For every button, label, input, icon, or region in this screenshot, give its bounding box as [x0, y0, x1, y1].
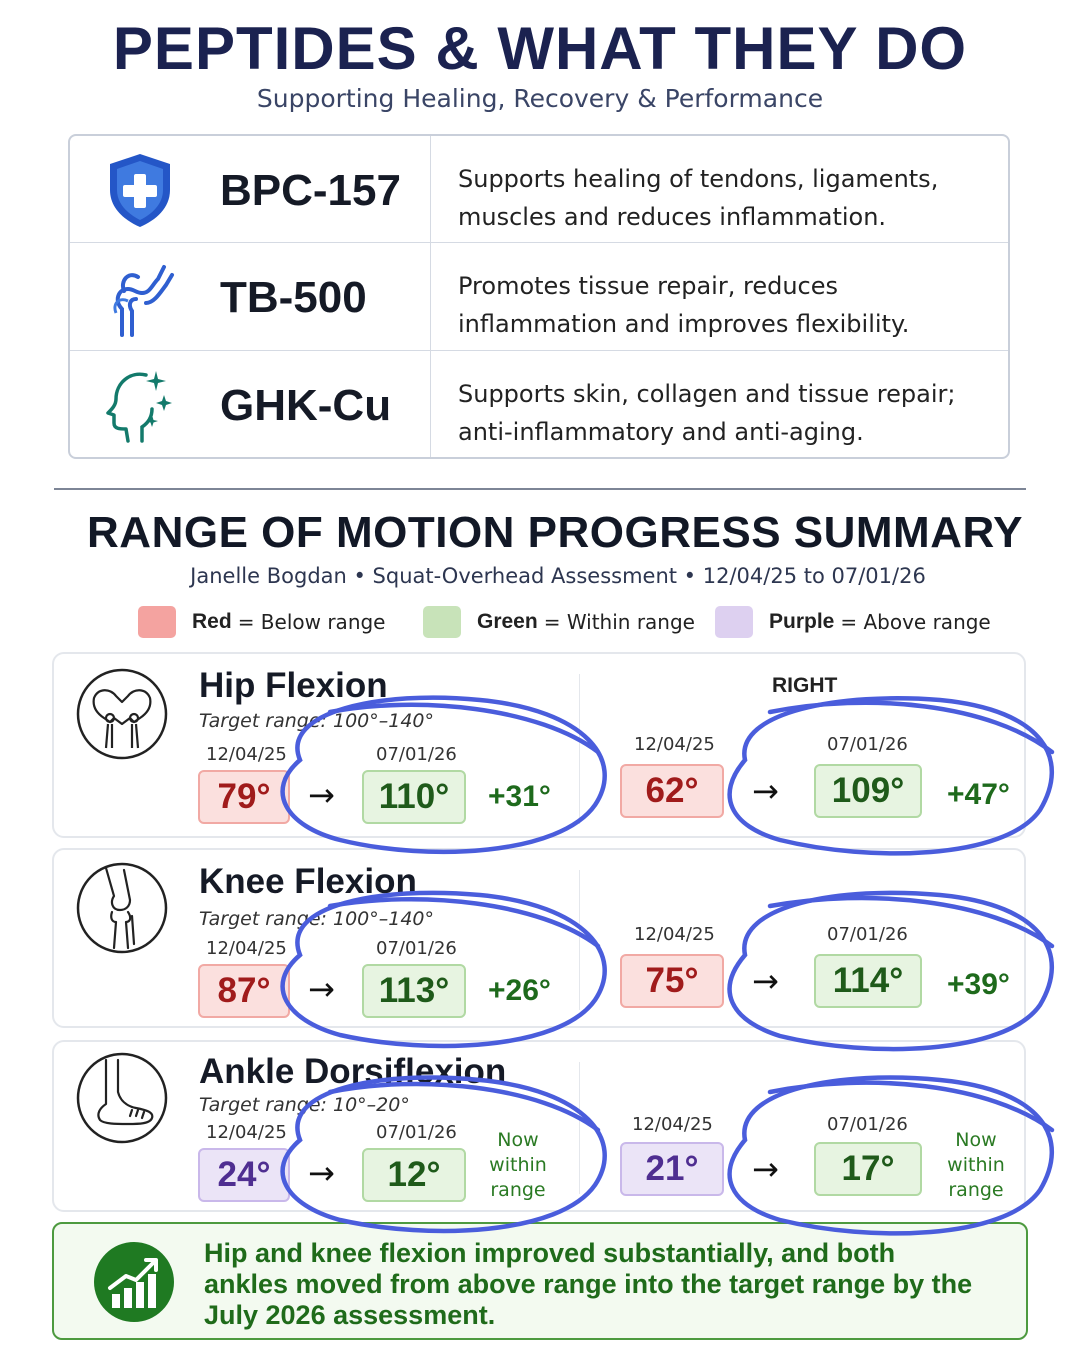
after-date: 07/01/26	[376, 744, 457, 765]
arrow-icon: →	[752, 962, 779, 1000]
right-after-value: 17°	[814, 1142, 922, 1196]
arrow-icon: →	[308, 970, 335, 1008]
peptide-name: GHK-Cu	[220, 381, 392, 430]
legend-swatch-purple	[715, 606, 753, 638]
measure-title: Knee Flexion	[199, 862, 417, 901]
peptide-description: Supports skin, collagen and tissue repair; anti-inflammatory and anti-aging.	[458, 380, 956, 446]
left-change: +31°	[488, 780, 551, 813]
right-change: Now within range	[947, 1129, 1005, 1201]
legend-text: = Within range	[543, 610, 695, 634]
left-change: +26°	[488, 974, 551, 1007]
left-after-value: 12°	[362, 1148, 466, 1202]
before-date: 12/04/25	[206, 938, 287, 959]
joint-icon	[102, 257, 178, 337]
right-change: +39°	[947, 968, 1010, 1001]
side-divider	[579, 1062, 580, 1194]
right-change: +47°	[947, 778, 1010, 811]
section-divider	[54, 488, 1026, 490]
right-before-value: 62°	[620, 764, 724, 818]
target-range: Target range: 10°–20°	[199, 1094, 410, 1116]
measure-title: Hip Flexion	[199, 666, 388, 705]
peptide-row-tb500	[70, 242, 1008, 348]
rom-subtitle: Janelle Bogdan • Squat-Overhead Assessment • 12/04/25 to 07/01/26	[190, 564, 926, 588]
face-sparkle-icon	[102, 365, 178, 445]
peptide-description: Promotes tissue repair, reduces inflammation and improves flexibility.	[458, 272, 910, 338]
legend-text: = Below range	[237, 610, 386, 634]
shield-cross-icon	[102, 150, 178, 230]
legend-swatch-green	[423, 606, 461, 638]
arrow-icon: →	[308, 1154, 335, 1192]
side-divider	[579, 674, 580, 824]
right-after-value: 114°	[814, 954, 922, 1008]
left-after-value: 113°	[362, 964, 466, 1018]
measure-card-knee	[52, 848, 1026, 1028]
legend-swatch-red	[138, 606, 176, 638]
peptide-row-ghkcu	[70, 350, 1008, 456]
after-date: 07/01/26	[376, 938, 457, 959]
before-date: 12/04/25	[632, 1114, 713, 1135]
right-before-value: 21°	[620, 1142, 724, 1196]
legend-label: Purple	[769, 610, 835, 633]
summary-text: Hip and knee flexion improved substantially, and both ankles moved from above range into the target range by the July 2026 assessment.	[204, 1238, 973, 1330]
legend-label: Green	[477, 610, 538, 633]
page-title: PEPTIDES & WHAT THEY DO	[112, 15, 968, 82]
arrow-icon: →	[752, 772, 779, 810]
peptide-name: TB-500	[220, 273, 367, 322]
before-date: 12/04/25	[634, 734, 715, 755]
page-subtitle: Supporting Healing, Recovery & Performance	[256, 84, 824, 113]
measure-title: Ankle Dorsiflexion	[199, 1052, 507, 1091]
legend-red	[138, 605, 386, 639]
knee-icon	[76, 862, 168, 954]
after-date: 07/01/26	[827, 924, 908, 945]
measure-card-hip	[52, 652, 1026, 838]
right-side-header: RIGHT	[772, 674, 838, 697]
peptide-table	[68, 134, 1010, 459]
foot-icon	[76, 1052, 168, 1144]
target-range: Target range: 100°–140°	[199, 710, 435, 732]
growth-chart-icon	[94, 1242, 174, 1322]
measure-card-ankle	[52, 1040, 1026, 1212]
peptide-name: BPC-157	[220, 166, 401, 215]
legend-text: = Above range	[840, 610, 991, 634]
after-date: 07/01/26	[376, 1122, 457, 1143]
pelvis-icon	[76, 668, 168, 760]
peptide-row-bpc157	[70, 136, 1008, 241]
legend-green	[423, 605, 695, 639]
left-before-value: 24°	[198, 1148, 290, 1202]
left-change: Now within range	[489, 1129, 547, 1201]
legend-purple	[715, 605, 991, 639]
side-divider	[579, 870, 580, 1010]
peptide-description: Supports healing of tendons, ligaments, muscles and reduces inflammation.	[458, 165, 939, 231]
rom-title: RANGE OF MOTION PROGRESS SUMMARY	[87, 508, 1023, 557]
right-after-value: 109°	[814, 764, 922, 818]
before-date: 12/04/25	[206, 744, 287, 765]
legend-label: Red	[192, 610, 232, 633]
after-date: 07/01/26	[827, 1114, 908, 1135]
target-range: Target range: 100°–140°	[199, 908, 435, 930]
before-date: 12/04/25	[634, 924, 715, 945]
after-date: 07/01/26	[827, 734, 908, 755]
left-before-value: 87°	[198, 964, 290, 1018]
right-before-value: 75°	[620, 954, 724, 1008]
left-after-value: 110°	[362, 770, 466, 824]
summary-box	[52, 1222, 1028, 1340]
arrow-icon: →	[752, 1150, 779, 1188]
arrow-icon: →	[308, 776, 335, 814]
before-date: 12/04/25	[206, 1122, 287, 1143]
left-before-value: 79°	[198, 770, 290, 824]
